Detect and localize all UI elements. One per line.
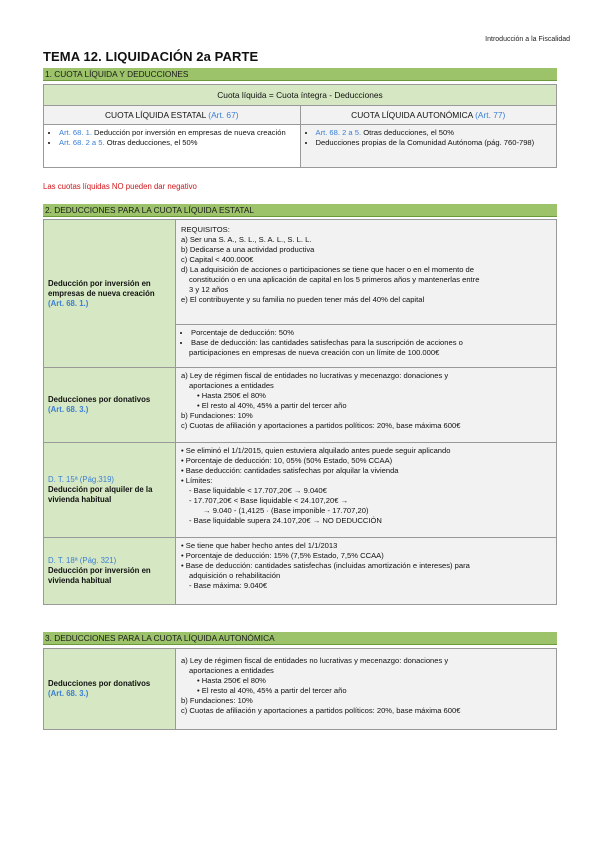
req-line: constitución o en una aplicación de capital en los 5 primeros años y mantenerlas entre — [189, 275, 480, 284]
donation-details — [176, 368, 557, 443]
line: adquisición o rehabilitación — [189, 571, 281, 580]
col-left-ref[interactable]: (Art. 67) — [208, 110, 239, 120]
item-text: Otras deducciones, el 50% — [361, 128, 454, 137]
deduction-name: Deducción por alquiler de la vivienda habitual — [48, 485, 153, 504]
col-right-ref[interactable]: (Art. 77) — [475, 110, 506, 120]
negative-note: Las cuotas líquidas NO pueden dar negativo — [43, 182, 197, 191]
article-link[interactable]: D. T. 15ª (Pág.319) — [48, 475, 115, 484]
deduction-name: Deducciones por donativos — [48, 395, 151, 404]
list-item-cont: participaciones en empresas de nueva creación con un límite de 100.000€ — [189, 348, 440, 357]
line: b) Fundaciones: 10% — [181, 411, 253, 420]
list-item: • Base de deducción: las cantidades satisfechas para la suscripción de acciones o — [191, 338, 551, 348]
section1-heading: 1. CUOTA LÍQUIDA Y DEDUCCIONES — [43, 68, 557, 81]
line: - Base liquidable supera 24.107,20€ → NO DEDUCCIÓN — [189, 516, 382, 525]
req-title: REQUISITOS: — [181, 225, 230, 234]
col-right-header — [300, 106, 557, 125]
line: c) Cuotas de afiliación y aportaciones a partidos políticos: 20%, base máxima 600€ — [181, 421, 461, 430]
donation-details — [176, 649, 557, 730]
col-left-title: CUOTA LÍQUIDA ESTATAL — [104, 110, 206, 120]
line: a) Ley de régimen fiscal de entidades no lucrativas y mecenazgo: donaciones y — [181, 371, 449, 380]
col-right-content — [300, 125, 557, 168]
row-label — [44, 368, 176, 443]
req-line: d) La adquisición de acciones o participaciones se tiene que hacer o en el momento de — [181, 265, 474, 274]
line: • Hasta 250€ el 80% — [197, 391, 266, 400]
line: • Se tiene que haber hecho antes del 1/1/2013 — [181, 541, 338, 550]
line: c) Cuotas de afiliación y aportaciones a partidos políticos: 20%, base máxima 600€ — [181, 706, 461, 715]
line: • Se eliminó el 1/1/2015, quien estuviera alquilado antes puede seguir aplicando — [181, 446, 451, 455]
line: • Porcentaje de deducción: 15% (7,5% Estado, 7,5% CCAA) — [181, 551, 384, 560]
formula: Cuota líquida = Cuota íntegra - Deducciones — [44, 85, 557, 106]
line: • Límites: — [181, 476, 213, 485]
req-line: a) Ser una S. A., S. L., S. A. L., S. L. L. — [181, 235, 312, 244]
line: • Base deducción: cantidades satisfechas por alquilar la vivienda — [181, 466, 399, 475]
deduction-name: Deducción por inversión en empresas de nueva creación — [48, 278, 155, 298]
item-text: Deducción por inversión en empresas de nueva creación — [91, 128, 286, 137]
col-left-content — [44, 125, 301, 168]
list-item — [316, 138, 552, 148]
list-item — [59, 138, 295, 148]
deduction-name: Deducción por inversión en vivienda habitual — [48, 566, 151, 585]
req-line: e) El contribuyente y su familia no pueden tener más del 40% del capital — [181, 295, 425, 304]
article-link[interactable]: (Art. 68. 3.) — [48, 405, 89, 414]
item-text: Otras deducciones, el 50% — [104, 138, 198, 147]
list-item — [59, 128, 295, 138]
article-link[interactable]: Art. 68. 2 a 5. — [59, 138, 105, 147]
rent-details — [176, 443, 557, 538]
line: • Hasta 250€ el 80% — [197, 676, 266, 685]
req-line: b) Dedicarse a una actividad productiva — [181, 245, 315, 254]
list-item — [316, 128, 552, 138]
req-line: c) Capital < 400.000€ — [181, 255, 254, 264]
deduction-details — [176, 325, 557, 368]
course-header: Introducción a la Fiscalidad — [485, 36, 570, 43]
article-link[interactable]: (Art. 68. 3.) — [48, 689, 89, 698]
line: - 17.707,20€ < Base liquidable < 24.107,20€ → — [189, 496, 349, 505]
row-label — [44, 443, 176, 538]
line: • Porcentaje de deducción: 10, 05% (50% Estado, 50% CCAA) — [181, 456, 393, 465]
line: aportaciones a entidades — [189, 666, 274, 675]
row-label — [44, 649, 176, 730]
list-item: • Porcentaje de deducción: 50% — [191, 328, 551, 338]
line: - Base liquidable < 17.707,20€ → 9.040€ — [189, 486, 327, 495]
section3-heading: 3. DEDUCCIONES PARA LA CUOTA LÍQUIDA AUTONÓMICA — [43, 632, 557, 645]
section2-heading: 2. DEDUCCIONES PARA LA CUOTA LÍQUIDA ESTATAL — [43, 204, 557, 217]
section2-table — [43, 219, 557, 605]
article-link[interactable]: Art. 68. 2 a 5. — [315, 128, 362, 137]
col-left-header — [44, 106, 301, 125]
line: a) Ley de régimen fiscal de entidades no lucrativas y mecenazgo: donaciones y — [181, 656, 449, 665]
section3-table — [43, 648, 557, 730]
housing-details — [176, 538, 557, 605]
requirements — [176, 220, 557, 325]
deduction-name: Deducciones por donativos — [48, 679, 151, 688]
line: b) Fundaciones: 10% — [181, 696, 253, 705]
item-text: Deducciones propias de la Comunidad Autónoma (pág. 760-798) — [315, 138, 535, 147]
article-link[interactable]: (Art. 68. 1.) — [48, 298, 89, 308]
line: • El resto al 40%, 45% a partir del tercer año — [197, 686, 347, 695]
section1-table — [43, 84, 557, 168]
req-line: 3 y 12 años — [189, 285, 229, 294]
line: aportaciones a entidades — [189, 381, 274, 390]
article-link[interactable]: D. T. 18ª (Pág. 321) — [48, 556, 117, 565]
line: • El resto al 40%, 45% a partir del tercer año — [197, 401, 347, 410]
row-label — [44, 538, 176, 605]
line: • Base de deducción: cantidades satisfechas (incluidas amortización e intereses) para — [181, 561, 470, 570]
line: - Base máxima: 9.040€ — [189, 581, 268, 590]
line: → 9.040 - (1,4125 · (Base imponible - 17.707,20) — [203, 506, 369, 515]
page-title: TEMA 12. LIQUIDACIÓN 2a PARTE — [43, 49, 259, 64]
article-link[interactable]: Art. 68. 1. — [59, 128, 92, 137]
row-label — [44, 220, 176, 368]
col-right-title: CUOTA LÍQUIDA AUTONÓMICA — [351, 110, 473, 120]
